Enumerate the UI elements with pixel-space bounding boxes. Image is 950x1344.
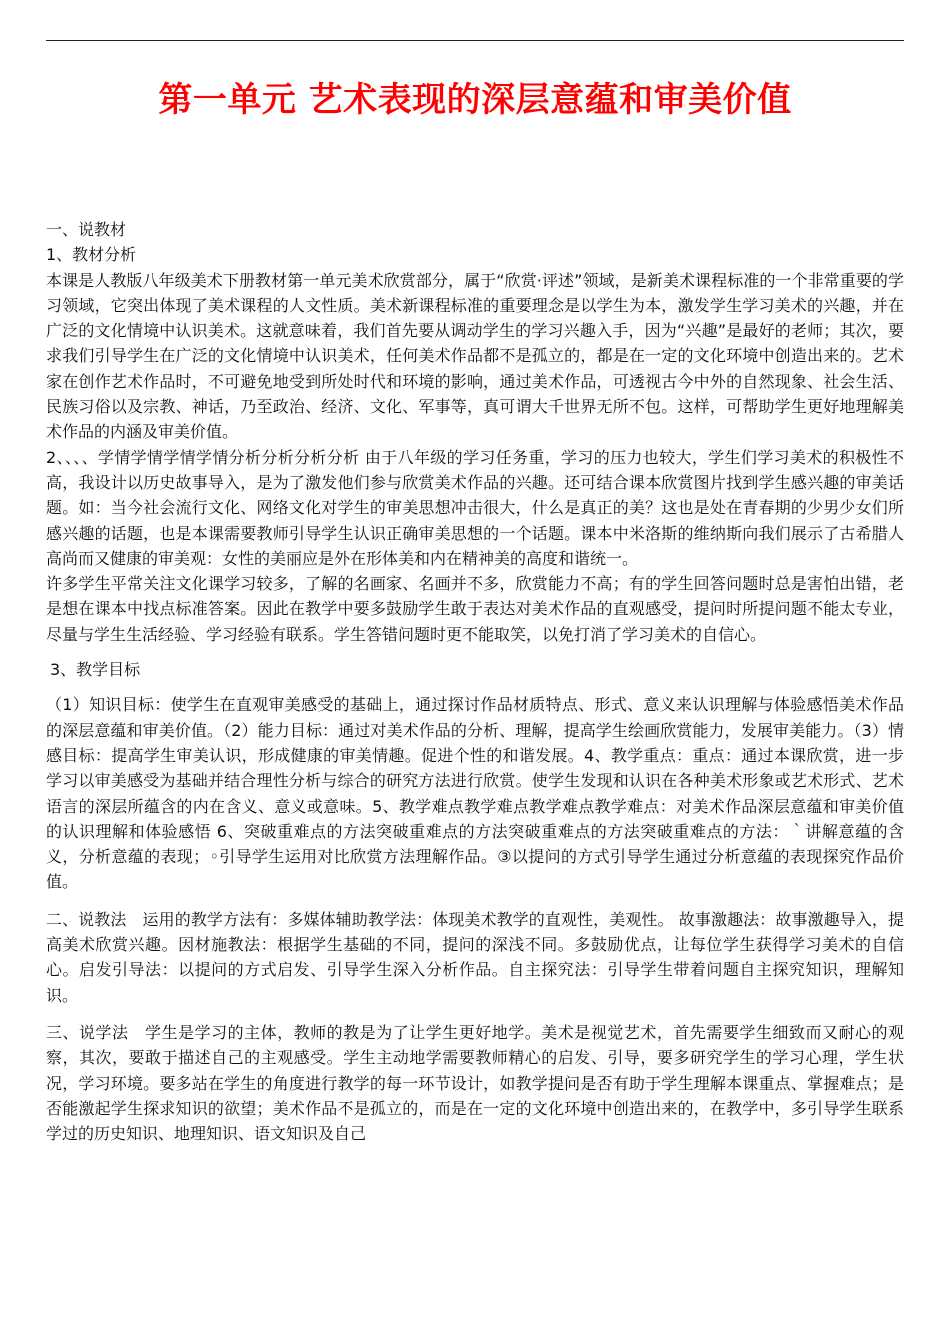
document-body [46, 217, 904, 1146]
paragraph-teaching-methods: 二、说教法 运用的教学方法有：多媒体辅助教学法：体现美术教学的直观性，美观性。 故事激趣法：故事激趣导入，提高美术欣赏兴趣。因材施教法：根据学生基础的不同，提问的深浅不同。多鼓励优点，让每位学生获得学习美术的自信心。启发引导法：以提问的方式启发、引导学生深入分析作品。自主探究法：引导学生带着问题自主探究知识，理解知识。 [46, 909, 904, 1005]
paragraph-material-analysis: 本课是人教版八年级美术下册教材第一单元美术欣赏部分，属于“欣赏·评述”领域，是新美术课程标准的一个非常重要的学习领域，它突出体现了美术课程的人文性质。美术新课程标准的重要理念是以学生为本，激发学生学习美术的兴趣，并在广泛的文化情境中认识美术。这就意味着，我们首先要从调动学生的学习兴趣入手，因为“兴趣”是最好的老师；其次，要求我们引导学生在广泛的文化情境中认识美术，任何美术作品都不是孤立的，都是在一定的文化环境中创造出来的。艺术家在创作艺术作品时，不可避免地受到所处时代和环境的影响，通过美术作品，可透视古今中外的自然现象、社会生活、民族习俗以及宗教、神话，乃至政治、经济、文化、军事等，真可谓大千世界无所不包。这样，可帮助学生更好地理解美术作品的内涵及审美价值。 [46, 270, 904, 442]
paragraph-student-analysis: 2、、、、学情学情学情学情分析分析分析分析 由于八年级的学习任务重，学习的压力也较大，学生们学习美术的积极性不高，我设计以历史故事导入，是为了激发他们参与欣赏美术作品的兴趣。还可结合课本欣赏图片找到学生感兴趣的审美话题。如：当今社会流行文化、网络文化对学生的审美思想冲击很大，什么是真正的美？这也是处在青春期的少男少女们所感兴趣的话题，也是本课需要教师引导学生认识正确审美思想的一个话题。课本中米洛斯的维纳斯向我们展示了古希腊人高尚而又健康的审美观：女性的美丽应是外在形体美和内在精神美的高度和谐统一。 [46, 447, 904, 568]
section-heading-teaching-materials: 一、说教材 [46, 220, 127, 239]
header-rule [46, 40, 904, 41]
subsection-heading-material-analysis: 1、教材分析 [46, 245, 137, 265]
paragraph-student-ability: 许多学生平常关注文化课学习较多，了解的名画家、名画并不多，欣赏能力不高；有的学生回答问题时总是害怕出错，老是想在课本中找点标准答案。因此在教学中要多鼓励学生敢于表达对美术作品的直观感受，提问时所提问题不能太专业，尽量与学生生活经验、学习经验有联系。学生答错问题时更不能取笑，以免打消了学习美术的自信心。 [46, 574, 904, 644]
paragraph-learning-methods: 三、说学法 学生是学习的主体，教师的教是为了让学生更好地学。美术是视觉艺术，首先需要学生细致而又耐心的观察，其次，要敢于描述自己的主观感受。学生主动地学需要教师精心的启发、引导，要多研究学生的学习心理，学生状况，学习环境。要多站在学生的角度进行教学的每一环节设计，如教学提问是否有助于学生理解本课重点、掌握难点；是否能激起学生探求知识的欲望；美术作品不是孤立的，而是在一定的文化环境中创造出来的，在教学中，多引导学生联系学过的历史知识、地理知识、语文知识及自己 [46, 1022, 904, 1144]
paragraph-teaching-goals: （1）知识目标：使学生在直观审美感受的基础上，通过探讨作品材质特点、形式、意义来认识理解与体验感悟美术作品的深层意蕴和审美价值。（2）能力目标：通过对美术作品的分析、理解，提高学生绘画欣赏能力，发展审美能力。（3）情感目标：提高学生审美认识，形成健康的审美情趣。促进个性的和谐发展。4、教学重点：重点：通过本课欣赏，进一步学习以审美感受为基础并结合理性分析与综合的研究方法进行欣赏。使学生发现和认识在各种美术形象或艺术形式、艺术语言的深层所蕴含的内在含义、意义或意味。5、教学难点教学难点教学难点教学难点：对美术作品深层意蕴和审美价值的认识理解和体验感悟 6、突破重难点的方法突破重难点的方法突破重难点的方法突破重难点的方法：｀讲解意蕴的含义，分析意蕴的表现；◦引导学生运用对比欣赏方法理解作品。③以提问的方式引导学生通过分析意蕴的表现探究作品价值。 [46, 695, 904, 892]
document-title: 第一单元 艺术表现的深层意蕴和审美价值 [158, 80, 792, 120]
subsection-heading-teaching-goals: 3、教学目标 [50, 660, 141, 680]
